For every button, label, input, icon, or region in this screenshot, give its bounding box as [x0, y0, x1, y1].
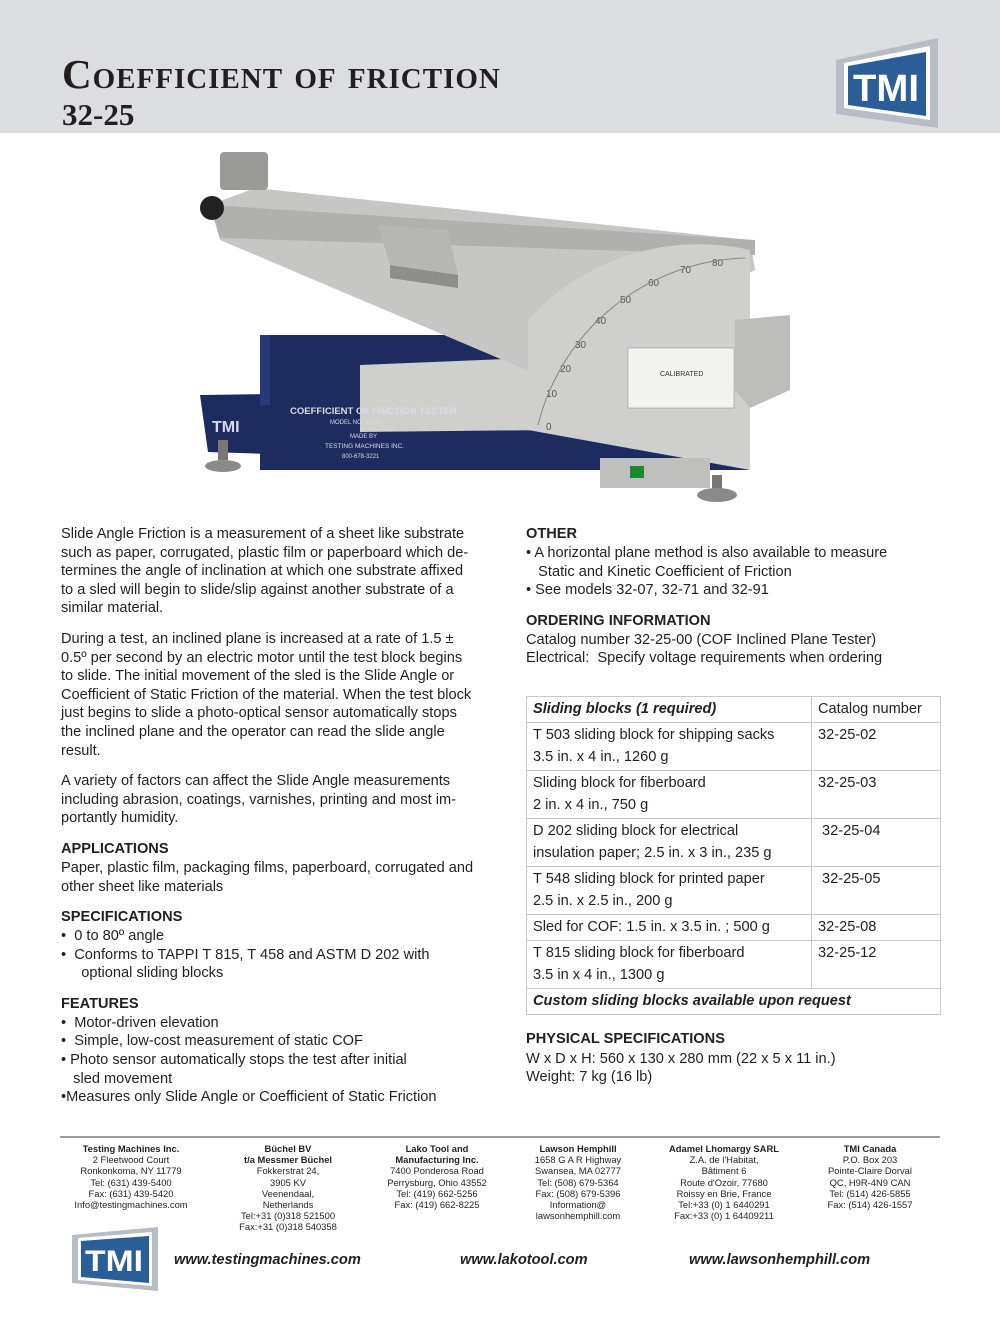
svg-text:30: 30 [575, 340, 587, 351]
svg-text:COEFFICIENT OF FRICTION TESTER: COEFFICIENT OF FRICTION TESTER [290, 406, 457, 417]
features-heading: FEATURES [61, 995, 139, 1012]
intro-line: termines the angle of inclination at which one substrate affixed [61, 563, 464, 580]
block-description: T 503 sliding block for shipping sacks 3.5 in. x 4 in., 1260 g [527, 723, 812, 771]
svg-text:20: 20 [560, 364, 572, 375]
test-line: to slide. The initial movement of the sled is the Slide Angle or [61, 668, 455, 685]
model-number: 32-25 [62, 97, 135, 132]
svg-text:0: 0 [546, 422, 552, 433]
table-header-catalog: Catalog number [812, 697, 941, 723]
svg-text:80: 80 [712, 258, 724, 269]
physical-heading: PHYSICAL SPECIFICATIONS [526, 1031, 725, 1047]
catalog-number: 32-25-08 [812, 915, 941, 941]
physical-dimensions: W x D x H: 560 x 130 x 280 mm (22 x 5 x 11 in.) [526, 1050, 836, 1067]
intro-line: to a sled will begin to slide/slip against another substrate of a [61, 581, 454, 598]
svg-text:TESTING MACHINES INC.: TESTING MACHINES INC. [325, 443, 405, 450]
test-paragraph [61, 630, 507, 760]
table-header-item: Sliding blocks (1 required) [527, 697, 812, 723]
sliding-blocks-table [526, 696, 941, 1015]
other-heading: OTHER [526, 526, 578, 542]
catalog-number: 32-25-02 [812, 723, 941, 771]
other-item: • A horizontal plane method is also available to measure [526, 545, 888, 561]
intro-line: such as paper, corrugated, plastic film or paperboard which de- [61, 544, 469, 561]
svg-text:TMI: TMI [212, 419, 240, 436]
intro-line: Slide Angle Friction is a measurement of a sheet like substrate [61, 526, 465, 542]
svg-text:MADE BY: MADE BY [350, 434, 378, 440]
applications-line: Paper, plastic film, packaging films, paperboard, corrugated and [61, 859, 474, 876]
left-column [61, 525, 507, 1107]
block-description: Sliding block for fiberboard 2 in. x 4 in., 750 g [527, 771, 812, 819]
physical-weight: Weight: 7 kg (16 lb) [526, 1069, 653, 1086]
right-column [526, 525, 942, 668]
other-list [526, 544, 942, 600]
test-line: the inclined plane and the operator can read the slide angle [61, 723, 445, 740]
table-footer-row [527, 989, 941, 1015]
specifications-list [61, 927, 507, 983]
table-row [527, 867, 941, 915]
website-link-lakotool[interactable]: www.lakotool.com [460, 1252, 588, 1268]
table-row [527, 771, 941, 819]
feature-item: sled movement [61, 1070, 173, 1087]
catalog-number: 32-25-03 [812, 771, 941, 819]
svg-text:CALIBRATED: CALIBRATED [660, 371, 704, 378]
block-description: T 815 sliding block for fiberboard 3.5 in x 4 in., 1300 g [527, 941, 812, 989]
spec-item: • 0 to 80º angle [61, 928, 164, 945]
distributor-lawson-hemphill: Lawson Hemphill 1658 G A R Highway Swansea, MA 02777 Tel: (508) 679-5364 Fax: (508) 679-5396 Information@ lawsonhemphill.com [534, 1143, 622, 1222]
table-header-row [527, 697, 941, 723]
distributor-adamel: Adamel Lhomargy SARL Z.A. de l'Habitat, Bâtiment 6 Route d'Ozoir, 77680 Roissy en Brie, France Tel:+33 (0) 1 6440291 Fax:+33 (0) 1 64409211 [669, 1143, 779, 1222]
website-link-testing-machines[interactable]: www.testingmachines.com [174, 1252, 361, 1268]
factors-line: A variety of factors can affect the Slide Angle measurements [61, 773, 451, 790]
svg-text:800-678-3221: 800-678-3221 [342, 454, 380, 460]
distributor-buchel: Büchel BV t/a Messmer Büchel Fokkerstrat 24, 3905 KV Veenendaal, Netherlands Tel:+31 (0)318 521500 Fax:+31 (0)318 540358 [239, 1143, 337, 1233]
ordering-line: Catalog number 32-25-00 (COF Inclined Plane Tester) [526, 631, 877, 648]
tmi-logo [836, 38, 940, 128]
product-photo [190, 140, 790, 510]
distributor-tmi-canada: TMI Canada P.O. Box 203 Pointe-Claire Dorval QC, H9R-4N9 CAN Tel: (514) 426-5855 Fax: (514) 426-1557 [827, 1143, 913, 1211]
svg-text:70: 70 [680, 265, 692, 276]
factors-paragraph [61, 772, 507, 828]
feature-item: • Photo sensor automatically stops the test after initial [61, 1052, 407, 1069]
feature-item: • Motor-driven elevation [61, 1014, 219, 1031]
spec-item: optional sliding blocks [61, 965, 224, 982]
intro-line: similar material. [61, 600, 164, 617]
header-band [0, 0, 1000, 133]
table-row [527, 723, 941, 771]
test-line: 0.5º per second by an electric motor until the test block begins [61, 649, 463, 666]
applications-line: other sheet like materials [61, 878, 224, 895]
other-item: • See models 32-07, 32-71 and 32-91 [526, 582, 769, 599]
specifications-heading: SPECIFICATIONS [61, 909, 183, 926]
svg-text:10: 10 [546, 389, 558, 400]
tmi-logo-footer [72, 1227, 158, 1291]
distributor-lako-tool: Lako Tool and Manufacturing Inc. 7400 Ponderosa Road Perrysburg, Ohio 43552 Tel: (419) 662-5256 Fax: (419) 662-8225 [387, 1143, 487, 1211]
features-list [61, 1014, 507, 1107]
footer-divider [60, 1136, 940, 1138]
factors-line: portantly humidity. [61, 810, 179, 827]
test-line: During a test, an inclined plane is increased at a rate of 1.5 ± [61, 630, 454, 647]
logo-text: TMI [853, 68, 919, 110]
ordering-line: Electrical: Specify voltage requirements when ordering [526, 650, 883, 667]
ordering-heading: ORDERING INFORMATION [526, 612, 711, 629]
block-description: T 548 sliding block for printed paper 2.5 in. x 2.5 in., 200 g [527, 867, 812, 915]
test-line: Coefficient of Static Friction of the material. When the test block [61, 686, 472, 703]
test-line: just begins to slide a photo-optical sensor automatically stops [61, 705, 457, 722]
catalog-number: 32-25-05 [812, 867, 941, 915]
spec-item: • Conforms to TAPPI T 815, T 458 and ASTM D 202 with [61, 946, 430, 963]
table-row [527, 819, 941, 867]
applications-text [61, 859, 507, 896]
svg-text:60: 60 [648, 278, 660, 289]
svg-text:40: 40 [595, 316, 607, 327]
table-row [527, 941, 941, 989]
factors-line: including abrasion, coatings, varnishes, printing and most im- [61, 791, 457, 808]
page-title: Coefficient of friction [62, 51, 501, 97]
feature-item: •Measures only Slide Angle or Coefficient of Static Friction [61, 1089, 437, 1106]
block-description: D 202 sliding block for electrical insulation paper; 2.5 in. x 3 in., 235 g [527, 819, 812, 867]
feature-item: • Simple, low-cost measurement of static COF [61, 1033, 363, 1050]
intro-paragraph [61, 525, 507, 618]
distributor-testing-machines: Testing Machines Inc. 2 Fleetwood Court Ronkonkoma, NY 11779 Tel: (631) 439-5400 Fax: (631) 439-5420 Info@testingmachines.com [74, 1143, 188, 1211]
ordering-text [526, 631, 942, 668]
table-row [527, 915, 941, 941]
applications-heading: APPLICATIONS [61, 840, 169, 857]
other-item: Static and Kinetic Coefficient of Friction [526, 563, 792, 580]
block-description: Sled for COF: 1.5 in. x 3.5 in. ; 500 g [527, 915, 812, 941]
test-line: result. [61, 742, 101, 759]
catalog-number: 32-25-04 [812, 819, 941, 867]
logo-text: TMI [85, 1245, 143, 1278]
website-link-lawsonhemphill[interactable]: www.lawsonhemphill.com [689, 1252, 871, 1268]
svg-text:50: 50 [620, 295, 632, 306]
svg-text:MODEL NO. 32-25: MODEL NO. 32-25 [330, 420, 381, 426]
physical-specifications [526, 1030, 946, 1087]
custom-blocks-note: Custom sliding blocks available upon request [527, 989, 941, 1015]
catalog-number: 32-25-12 [812, 941, 941, 989]
